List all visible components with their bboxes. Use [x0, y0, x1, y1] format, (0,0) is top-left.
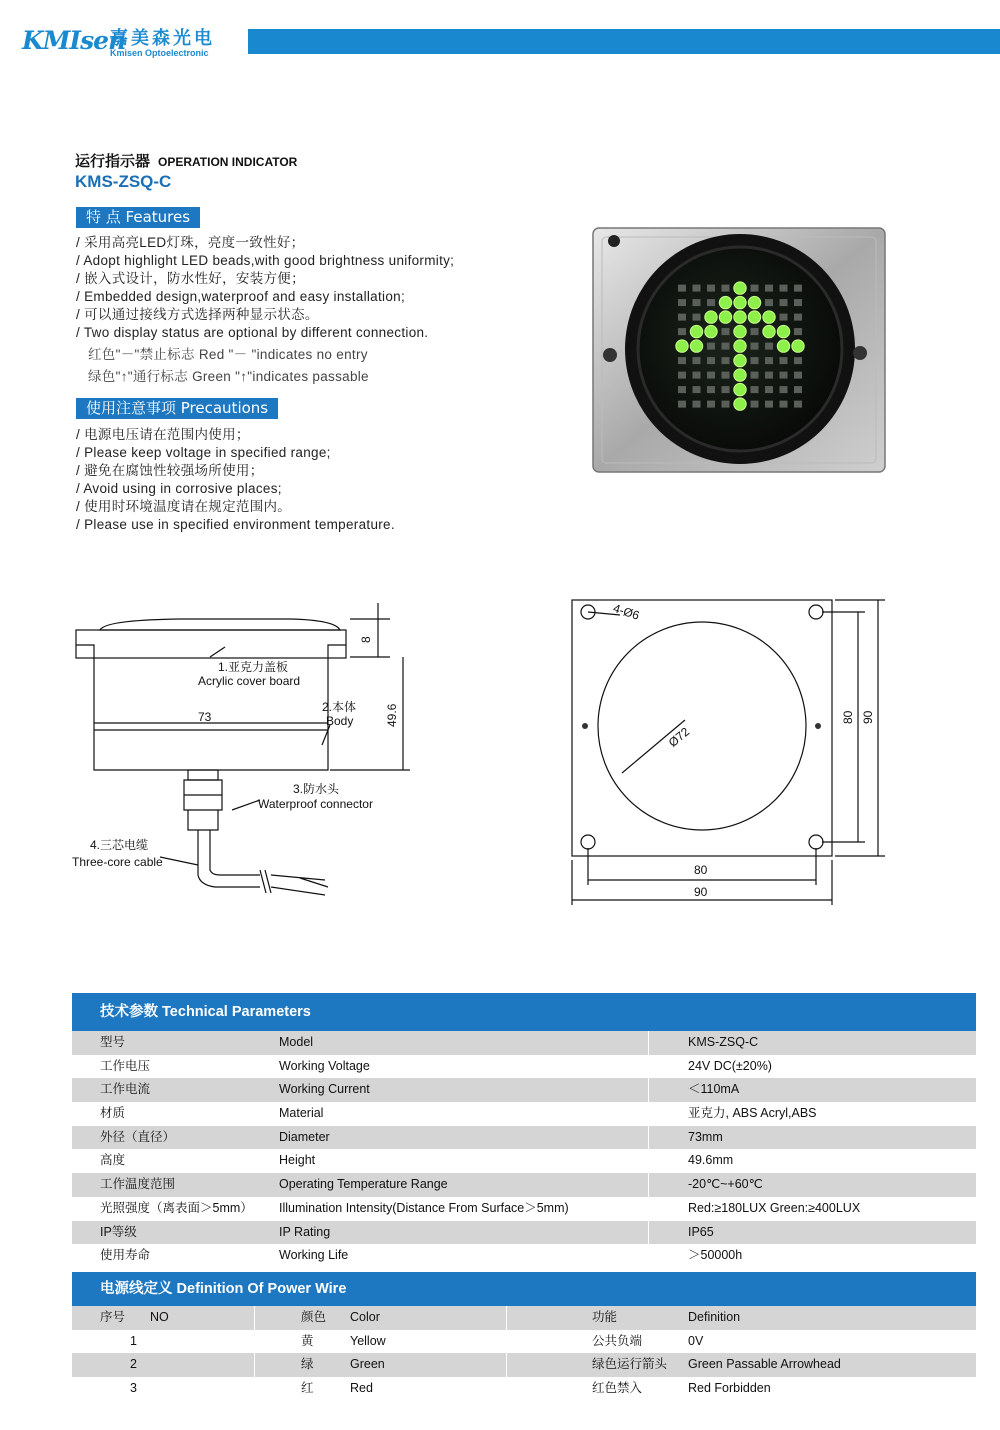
led-dim — [722, 401, 730, 408]
outer-width-label: 90 — [694, 885, 708, 899]
col-color-cn: 颜色 — [301, 1310, 327, 1324]
led-dim — [722, 372, 730, 379]
param-cn: 型号 — [100, 1035, 126, 1049]
param-cn: 工作电流 — [100, 1082, 151, 1097]
led-dim — [780, 401, 788, 408]
led-dim — [751, 328, 759, 335]
tech-params-heading: 技术参数 Technical Parameters — [72, 993, 976, 1031]
feature-line: / Embedded design,waterproof and easy installation; — [76, 289, 405, 304]
led-dim — [693, 314, 701, 321]
led-dim — [678, 386, 686, 393]
feature-line: 红色"－"禁止标志 Red "－ "indicates no entry — [88, 347, 368, 362]
led-dim — [693, 299, 701, 306]
led-dim — [678, 328, 686, 335]
dim-height-label: 49.6 — [385, 703, 399, 727]
power-wire-table — [72, 1272, 976, 1401]
param-value: 24V DC(±20%) — [688, 1058, 772, 1073]
col-func-cn: 功能 — [592, 1310, 618, 1324]
led-lit — [763, 311, 775, 323]
param-en: Working Life — [279, 1248, 349, 1263]
param-cn: 工作电压 — [100, 1058, 151, 1073]
led-dim — [678, 314, 686, 321]
led-dim — [751, 357, 759, 364]
led-dim — [751, 372, 759, 379]
led-dim — [751, 401, 759, 408]
outer-height-label: 90 — [861, 710, 875, 724]
col-color-en: Color — [350, 1310, 380, 1324]
param-en: Height — [279, 1153, 316, 1168]
led-dim — [693, 386, 701, 393]
led-dim — [765, 386, 773, 393]
precautions-list — [76, 426, 395, 534]
param-value: KMS-ZSQ-C — [688, 1035, 759, 1049]
table-row — [72, 1126, 976, 1150]
feature-line: / Adopt highlight LED beads,with good brightness uniformity; — [76, 253, 455, 268]
diameter-label: Ø72 — [665, 724, 693, 750]
wire-func-cn: 公共负端 — [592, 1333, 643, 1348]
brand-logo — [22, 22, 252, 62]
param-en: IP Rating — [279, 1224, 331, 1239]
param-en: Diameter — [279, 1129, 330, 1144]
led-dim — [765, 343, 773, 350]
title-cn: 运行指示器 — [75, 152, 151, 170]
param-cn: 高度 — [100, 1153, 126, 1168]
led-lit — [777, 340, 789, 352]
wire-func-en: 0V — [688, 1333, 704, 1348]
led-lit — [734, 311, 746, 323]
param-value: ＜110mA — [688, 1082, 740, 1097]
page-title — [75, 150, 297, 171]
led-dim — [693, 285, 701, 292]
param-cn: 外径（直径） — [100, 1129, 176, 1144]
table-row — [72, 1330, 976, 1354]
precaution-line: / 电源电压请在范围内使用； — [76, 427, 250, 442]
led-dim — [722, 343, 730, 350]
led-lit — [763, 325, 775, 337]
param-value: 73mm — [688, 1129, 723, 1144]
param-value: 亚克力, ABS Acryl,ABS — [688, 1106, 817, 1121]
led-dim — [765, 372, 773, 379]
led-dim — [794, 285, 802, 292]
led-dim — [765, 299, 773, 306]
col-no-en: NO — [150, 1310, 169, 1324]
tech-params-table — [72, 993, 976, 1268]
model-number: KMS-ZSQ-C — [75, 172, 172, 191]
table-row — [72, 1149, 976, 1173]
precaution-line: / Please keep voltage in specified range; — [76, 445, 331, 460]
led-lit — [748, 296, 760, 308]
label-body-en: Body — [326, 714, 354, 728]
led-dim — [707, 299, 715, 306]
brand-name-en: Kmisen Optoelectronic — [110, 48, 209, 58]
led-lit — [690, 325, 702, 337]
led-dim — [751, 343, 759, 350]
wire-func-en: Red Forbidden — [688, 1381, 771, 1396]
feature-line: / Two display status are optional by different connection. — [76, 325, 429, 340]
led-dim — [751, 386, 759, 393]
table-row — [72, 1353, 976, 1377]
led-lit — [719, 311, 731, 323]
features-heading: 特 点 Features — [76, 207, 200, 228]
led-dim — [794, 372, 802, 379]
led-dim — [707, 285, 715, 292]
label-connector-cn: 3.防水头 — [293, 782, 340, 796]
led-dim — [707, 343, 715, 350]
led-lit — [734, 340, 746, 352]
wire-no: 3 — [130, 1381, 137, 1396]
param-cn: 使用寿命 — [100, 1248, 151, 1263]
label-body-cn: 2.本体 — [322, 700, 357, 714]
led-lit — [777, 325, 789, 337]
led-dim — [765, 401, 773, 408]
led-dim — [722, 285, 730, 292]
precaution-line: / Please use in specified environment temperature. — [76, 517, 395, 532]
led-dim — [794, 401, 802, 408]
header-bar — [248, 29, 1000, 54]
front-view-drawing — [560, 590, 890, 910]
led-dim — [678, 372, 686, 379]
led-dim — [794, 299, 802, 306]
led-dim — [693, 401, 701, 408]
led-lit — [734, 369, 746, 381]
feature-line: 绿色"↑"通行标志 Green "↑"indicates passable — [88, 369, 369, 384]
led-dim — [707, 401, 715, 408]
led-lit — [676, 340, 688, 352]
led-lit — [734, 383, 746, 395]
led-dim — [780, 314, 788, 321]
brand-name-cn: 嘉美森光电 — [110, 28, 215, 49]
feature-line: / 可以通过接线方式选择两种显示状态。 — [76, 307, 319, 322]
wire-func-en: Green Passable Arrowhead — [688, 1357, 841, 1372]
wire-color-en: Yellow — [350, 1333, 386, 1348]
feature-line: / 采用高亮LED灯珠，亮度一致性好； — [76, 235, 305, 250]
table-row — [72, 1031, 976, 1055]
param-cn: 工作温度范围 — [100, 1177, 176, 1192]
dim-top-label: 8 — [359, 636, 373, 643]
led-lit — [734, 398, 746, 410]
wire-color-en: Green — [350, 1357, 385, 1372]
wire-no: 1 — [130, 1333, 137, 1348]
wire-no: 2 — [130, 1357, 137, 1372]
label-cable-en: Three-core cable — [72, 855, 163, 869]
led-dim — [751, 285, 759, 292]
led-dim — [780, 299, 788, 306]
table-header-row — [72, 1306, 976, 1330]
table-row — [72, 1102, 976, 1126]
param-value: IP65 — [688, 1224, 714, 1239]
led-dim — [693, 372, 701, 379]
table-row — [72, 1221, 976, 1245]
param-cn: 材质 — [100, 1106, 126, 1121]
label-connector-en: Waterproof connector — [258, 797, 373, 811]
label-cable-cn: 4.三芯电缆 — [90, 838, 149, 852]
wire-color-en: Red — [350, 1381, 373, 1396]
param-en: Operating Temperature Range — [279, 1177, 448, 1192]
precaution-line: / Avoid using in corrosive places; — [76, 481, 282, 496]
table-row — [72, 1078, 976, 1102]
wire-func-cn: 红色禁入 — [592, 1381, 643, 1396]
param-cn: IP等级 — [100, 1224, 137, 1239]
table-row — [72, 1055, 976, 1079]
param-value: Red:≥180LUX Green:≥400LUX — [688, 1200, 861, 1215]
product-photo — [590, 225, 890, 475]
led-dim — [780, 386, 788, 393]
table-row — [72, 1173, 976, 1197]
led-dim — [794, 386, 802, 393]
led-dim — [707, 357, 715, 364]
led-dim — [780, 372, 788, 379]
wire-color-cn: 黄 — [301, 1333, 314, 1348]
precaution-line: / 避免在腐蚀性较强场所使用； — [76, 463, 264, 478]
col-no-cn: 序号 — [100, 1310, 126, 1324]
param-en: Material — [279, 1106, 324, 1121]
led-lit — [734, 325, 746, 337]
param-value: ＞50000h — [688, 1248, 743, 1263]
led-lit — [792, 340, 804, 352]
led-lit — [705, 325, 717, 337]
led-dim — [780, 285, 788, 292]
precautions-heading: 使用注意事项 Precautions — [76, 398, 278, 419]
led-lit — [748, 311, 760, 323]
led-lit — [734, 354, 746, 366]
led-dim — [765, 357, 773, 364]
precaution-line: / 使用时环境温度请在规定范围内。 — [76, 499, 292, 514]
led-dim — [780, 357, 788, 364]
wire-color-cn: 红 — [301, 1381, 314, 1396]
led-dim — [794, 314, 802, 321]
col-func-en: Definition — [688, 1310, 741, 1324]
dim-width-label: 73 — [198, 710, 212, 724]
led-dim — [678, 285, 686, 292]
led-dim — [678, 299, 686, 306]
led-dim — [722, 386, 730, 393]
wire-color-cn: 绿 — [301, 1357, 314, 1372]
param-en: Working Voltage — [279, 1058, 370, 1073]
holes-label: 4-Ø6 — [611, 601, 642, 623]
inner-width-label: 80 — [694, 863, 708, 877]
led-lit — [705, 311, 717, 323]
power-wire-heading: 电源线定义 Definition Of Power Wire — [72, 1272, 976, 1306]
title-en: OPERATION INDICATOR — [158, 155, 298, 169]
param-en: Working Current — [279, 1082, 370, 1097]
label-acrylic-en: Acrylic cover board — [198, 674, 301, 688]
led-dim — [693, 357, 701, 364]
led-lit — [734, 282, 746, 294]
label-acrylic-cn: 1.亚克力盖板 — [218, 660, 289, 674]
led-dim — [678, 401, 686, 408]
param-value: 49.6mm — [688, 1153, 734, 1168]
led-dim — [707, 372, 715, 379]
param-cn: 光照强度（离表面＞5mm） — [100, 1200, 253, 1215]
table-row — [72, 1377, 976, 1401]
param-en: Illumination Intensity(Distance From Surface＞5mm) — [279, 1200, 569, 1215]
inner-height-label: 80 — [841, 710, 855, 724]
led-dim — [794, 328, 802, 335]
led-dim — [722, 328, 730, 335]
logo-mark: KMIsen — [22, 26, 126, 55]
led-dim — [722, 357, 730, 364]
led-dim — [678, 357, 686, 364]
led-lit — [690, 340, 702, 352]
led-dim — [707, 386, 715, 393]
led-lit — [734, 296, 746, 308]
features-list — [76, 234, 454, 386]
param-value: -20℃~+60℃ — [688, 1177, 763, 1192]
param-en: Model — [279, 1035, 314, 1049]
feature-line: / 嵌入式设计，防水性好，安装方便； — [76, 271, 305, 286]
wire-func-cn: 绿色运行箭头 — [592, 1357, 668, 1372]
led-lit — [719, 296, 731, 308]
led-matrix — [676, 282, 804, 410]
side-view-drawing — [60, 595, 420, 905]
table-row — [72, 1197, 976, 1221]
led-dim — [794, 357, 802, 364]
table-row — [72, 1244, 976, 1268]
led-dim — [765, 285, 773, 292]
